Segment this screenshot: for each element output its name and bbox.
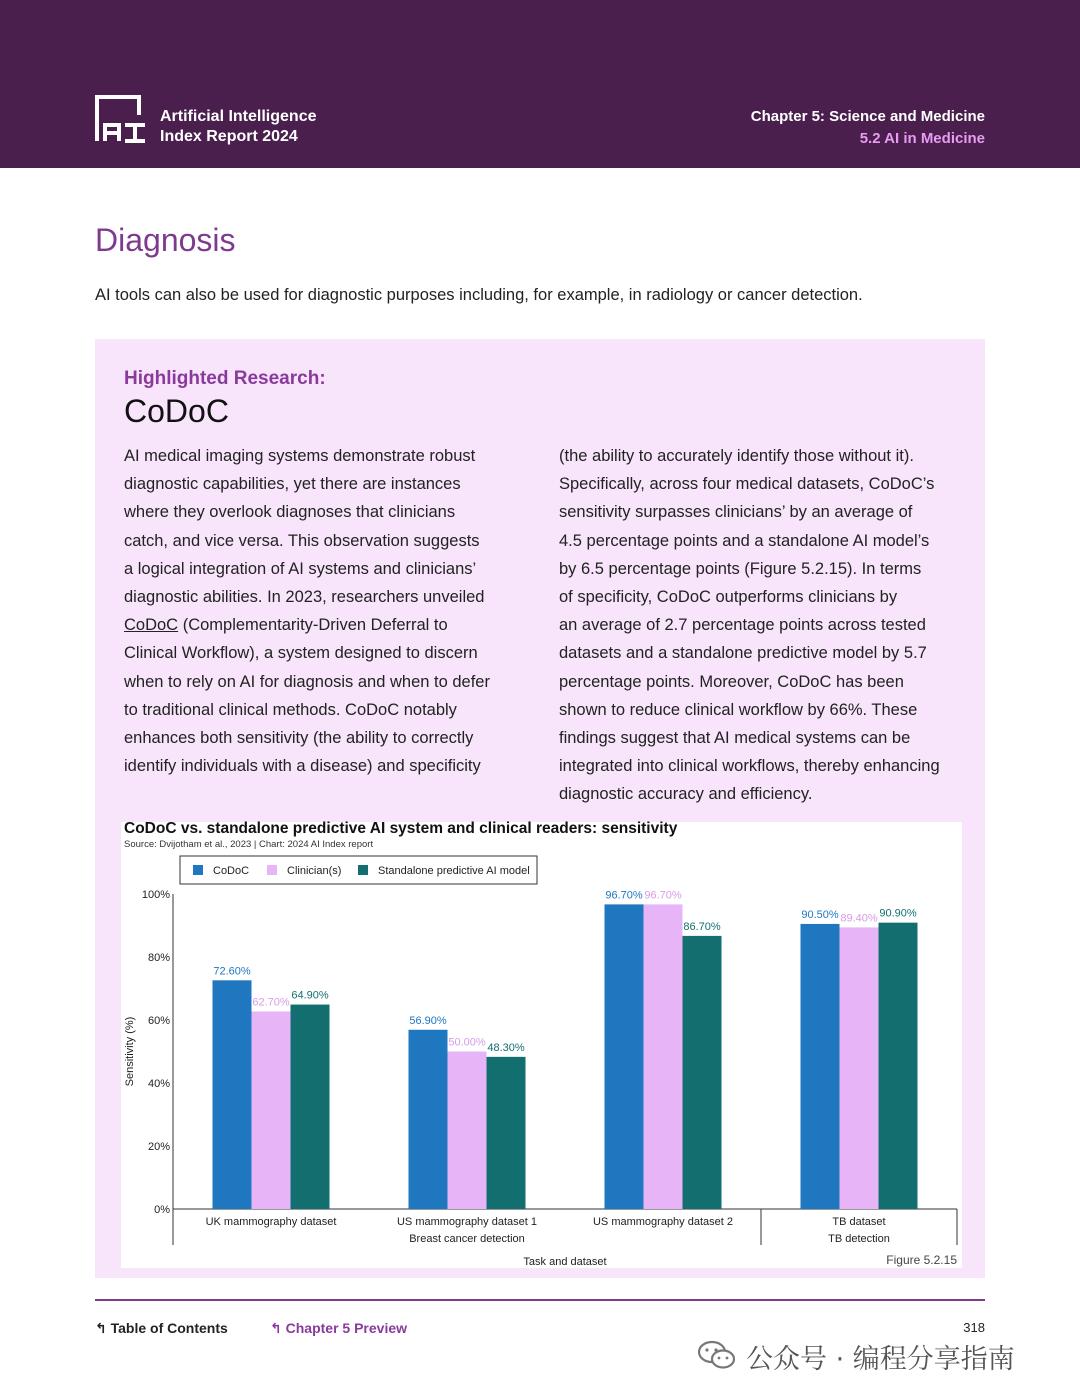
legend-label: Standalone predictive AI model bbox=[378, 865, 530, 877]
highlight-label: Highlighted Research: bbox=[124, 368, 326, 389]
bar bbox=[291, 1005, 330, 1209]
group-label: TB detection bbox=[828, 1233, 890, 1245]
bar bbox=[644, 904, 683, 1209]
text-line: Clinical Workflow), a system designed to discern bbox=[124, 644, 478, 663]
text-line: by 6.5 percentage points (Figure 5.2.15). In terms bbox=[559, 559, 922, 578]
wechat-icon bbox=[698, 1340, 736, 1370]
x-tick-label: UK mammography dataset bbox=[205, 1216, 337, 1228]
text-line: a logical integration of AI systems and clinicians’ bbox=[124, 559, 477, 578]
text-line: diagnostic accuracy and efficiency. bbox=[559, 785, 813, 804]
bar bbox=[409, 1030, 448, 1209]
footer-divider bbox=[95, 1299, 985, 1301]
chapter-preview-link[interactable] bbox=[270, 1320, 407, 1337]
bar bbox=[840, 927, 879, 1209]
bar bbox=[213, 980, 252, 1209]
link-trailing-text: (Complementarity-Driven Deferral to bbox=[178, 616, 448, 635]
text-line-with-link bbox=[124, 611, 534, 639]
bar-value-label: 86.70% bbox=[683, 920, 721, 933]
report-name-line1: Artificial Intelligence bbox=[160, 108, 317, 125]
legend-swatch bbox=[267, 865, 277, 875]
text-line: (the ability to accurately identify those without it). bbox=[559, 447, 914, 465]
highlight-title: CoDoC bbox=[124, 393, 229, 429]
report-name-line2: Index Report 2024 bbox=[160, 128, 298, 145]
y-tick-label: 20% bbox=[147, 1141, 170, 1153]
bar-value-label: 50.00% bbox=[448, 1036, 486, 1049]
y-tick-label: 40% bbox=[147, 1078, 170, 1090]
text-line: to traditional clinical methods. CoDoC notably bbox=[124, 700, 457, 719]
bar-value-label: 72.60% bbox=[213, 965, 251, 978]
bar-value-label: 96.70% bbox=[644, 889, 682, 902]
bar-value-label: 96.70% bbox=[605, 889, 643, 902]
text-line: Specifically, across four medical datasets, CoDoC’s bbox=[559, 475, 935, 494]
bar-value-label: 62.70% bbox=[252, 996, 290, 1009]
x-tick-label: US mammography dataset 1 bbox=[396, 1216, 538, 1228]
bar-value-label: 56.90% bbox=[409, 1014, 447, 1027]
group-label: Breast cancer detection bbox=[409, 1233, 525, 1245]
chapter-title: Chapter 5: Science and Medicine bbox=[750, 108, 985, 125]
text-line: integrated into clinical workflows, thereby enhancing bbox=[559, 757, 940, 776]
left-column-text bbox=[124, 442, 534, 780]
text-line: 4.5 percentage points and a standalone AI model’s bbox=[559, 531, 930, 550]
chapter-info bbox=[751, 106, 985, 150]
bar bbox=[448, 1052, 487, 1210]
text-line: percentage points. Moreover, CoDoC has been bbox=[559, 672, 904, 691]
codoc-link[interactable]: CoDoC bbox=[124, 616, 179, 635]
x-tick-label: TB dataset bbox=[832, 1216, 886, 1228]
text-line: diagnostic capabilities, yet there are instances bbox=[124, 475, 461, 494]
bar-value-label: 90.90% bbox=[879, 907, 917, 920]
page-number: 318 bbox=[963, 1320, 985, 1335]
bar-value-label: 90.50% bbox=[801, 908, 839, 921]
chart-source: Source: Dvijotham et al., 2023 | Chart: 2024 AI Index report bbox=[124, 839, 374, 850]
section-title: Diagnosis bbox=[95, 222, 236, 258]
watermark-text: 公众号 · 编程分享指南 bbox=[746, 1344, 1015, 1375]
bar-value-label: 64.90% bbox=[291, 989, 329, 1002]
y-tick-label: 80% bbox=[147, 952, 170, 964]
x-axis-label: Task and dataset bbox=[523, 1256, 607, 1268]
back-arrow-icon: ↰ bbox=[95, 1320, 111, 1336]
bar bbox=[605, 904, 644, 1209]
x-tick-label: US mammography dataset 2 bbox=[592, 1216, 734, 1228]
text-line: catch, and vice versa. This observation suggests bbox=[124, 531, 480, 550]
text-line: identify individuals with a disease) and specificity bbox=[124, 757, 481, 776]
bar bbox=[683, 936, 722, 1209]
text-line: findings suggest that AI medical systems can be bbox=[559, 729, 911, 748]
section-subtitle: 5.2 AI in Medicine bbox=[859, 130, 985, 147]
text-line: sensitivity surpasses clinicians’ by an average of bbox=[559, 503, 913, 522]
ai-index-logo-icon bbox=[95, 95, 149, 143]
bar bbox=[487, 1057, 526, 1209]
text-line: diagnostic abilities. In 2023, researchers unveiled bbox=[124, 588, 485, 607]
sensitivity-bar-chart bbox=[121, 852, 962, 1268]
figure-label: Figure 5.2.15 bbox=[886, 1253, 957, 1267]
toc-label: Table of Contents bbox=[110, 1320, 228, 1336]
text-line: enhances both sensitivity (the ability to correctly bbox=[124, 729, 474, 748]
y-tick-label: 0% bbox=[154, 1204, 170, 1216]
text-line: when to rely on AI for diagnosis and when to defer bbox=[124, 672, 490, 691]
bar bbox=[252, 1011, 291, 1209]
bar-value-label: 89.40% bbox=[840, 912, 878, 925]
text-line: an average of 2.7 percentage points across tested bbox=[559, 616, 926, 635]
text-line: shown to reduce clinical workflow by 66%. These bbox=[559, 700, 918, 719]
table-of-contents-link[interactable] bbox=[95, 1320, 228, 1337]
legend-label: CoDoC bbox=[213, 865, 250, 877]
report-name bbox=[160, 107, 316, 147]
bar bbox=[879, 923, 918, 1209]
preview-label: Chapter 5 Preview bbox=[285, 1320, 408, 1336]
intro-text: AI tools can also be used for diagnostic purposes including, for example, in radiology or cancer detection. bbox=[95, 286, 863, 304]
right-column-text bbox=[559, 442, 979, 809]
y-tick-label: 60% bbox=[147, 1015, 170, 1027]
chart-title: CoDoC vs. standalone predictive AI system and clinical readers: sensitivity bbox=[124, 820, 678, 837]
text-line: of specificity, CoDoC outperforms clinicians by bbox=[559, 588, 898, 607]
text-line: datasets and a standalone predictive model by 5.7 bbox=[559, 644, 927, 663]
y-axis-label: Sensitivity (%) bbox=[124, 1016, 136, 1087]
bar-value-label: 48.30% bbox=[487, 1041, 525, 1054]
legend-label: Clinician(s) bbox=[287, 865, 342, 877]
report-header bbox=[0, 0, 1080, 168]
text-line: AI medical imaging systems demonstrate robust bbox=[124, 447, 476, 465]
y-tick-label: 100% bbox=[141, 889, 170, 901]
text-line: where they overlook diagnoses that clinicians bbox=[124, 503, 456, 522]
legend-swatch bbox=[193, 865, 203, 875]
back-arrow-icon: ↰ bbox=[270, 1320, 286, 1336]
bar bbox=[801, 924, 840, 1209]
legend-swatch bbox=[358, 865, 368, 875]
